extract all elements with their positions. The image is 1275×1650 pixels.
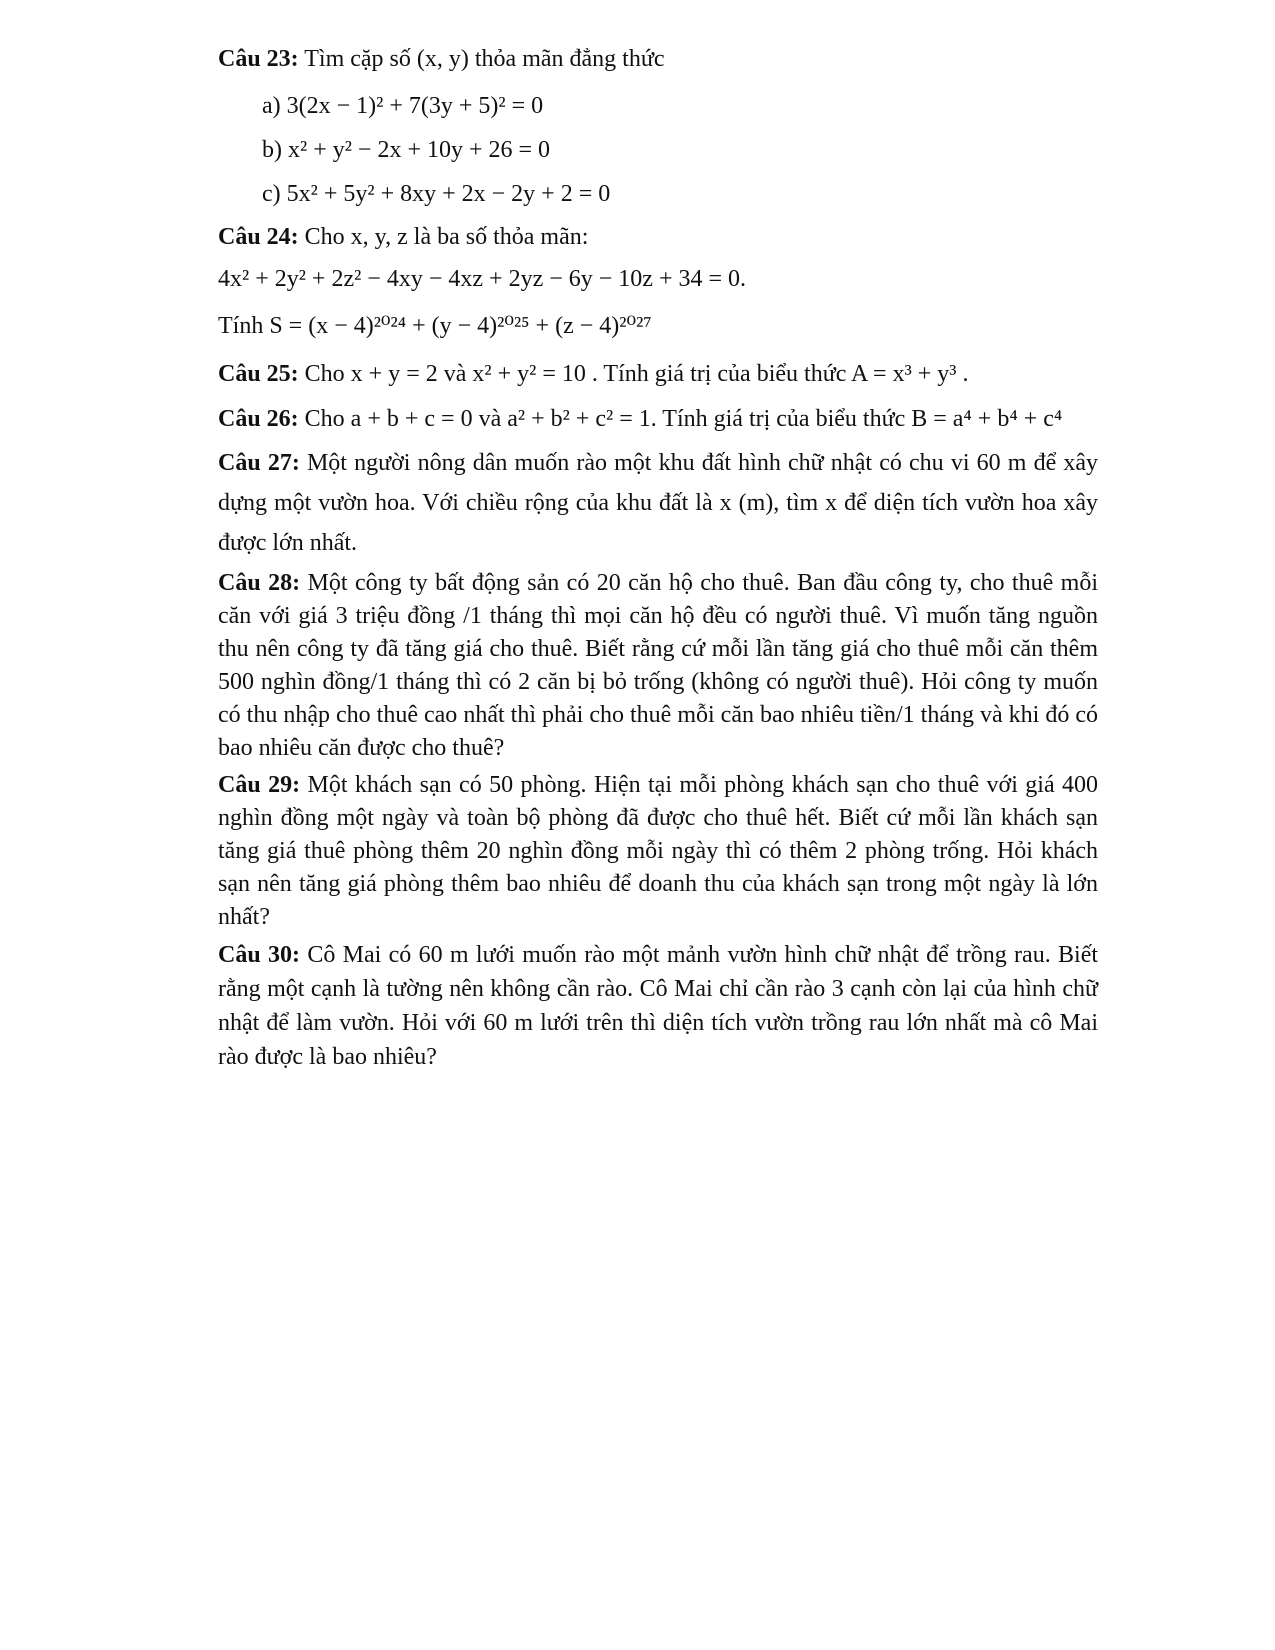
question-28 xyxy=(218,567,1098,765)
question-text: Cô Mai có 60 m lưới muốn rào một mảnh vườn hình chữ nhật để trồng rau. Biết rằng một cạnh là tường nên không cần rào. Cô Mai chỉ cần rào 3 cạnh còn lại của hình chữ nhật để làm vườn. Hỏi với 60 m lưới trên thì diện tích vườn trồng rau lớn nhất mà cô Mai rào được là bao nhiêu? xyxy=(218,942,1099,1070)
question-text: Một người nông dân muốn rào một khu đất hình chữ nhật có chu vi 60 m để xây dựng một vườn hoa. Với chiều rộng của khu đất là x (m), tìm x để diện tích vườn hoa xây được lớn nhất. xyxy=(218,450,1099,556)
question-30 xyxy=(218,938,1098,1074)
question-text: Cho x + y = 2 và x² + y² = 10 . Tính giá trị của biểu thức A = x³ + y³ . xyxy=(304,361,969,387)
question-23-part-c: c) 5x² + 5y² + 8xy + 2x − 2y + 2 = 0 xyxy=(262,181,611,207)
question-label: Câu 25: xyxy=(218,361,299,387)
question-label: Câu 28: xyxy=(218,570,301,596)
question-text: Một công ty bất động sản có 20 căn hộ cho thuê. Ban đầu công ty, cho thuê mỗi căn với giá 3 triệu đồng /1 tháng thì mọi căn hộ đều có người thuê. Vì muốn tăng nguồn thu nên công ty đã tăng giá cho thuê. Biết rằng cứ mỗi lần tăng giá cho thuê mỗi căn thêm 500 nghìn đồng/1 tháng thì có 2 căn bị bỏ trống (không có người thuê). Hỏi công ty muốn có thu nhập cho thuê cao nhất thì phải cho thuê mỗi căn bao nhiêu tiền/1 tháng và khi đó có bao nhiêu căn được cho thuê? xyxy=(218,570,1099,761)
question-label: Câu 30: xyxy=(218,942,300,968)
question-26 xyxy=(218,399,1098,439)
question-label: Câu 27: xyxy=(218,450,300,476)
question-23 xyxy=(218,38,1098,80)
question-25 xyxy=(218,353,1098,395)
question-label: Câu 24: xyxy=(218,224,299,250)
question-24-equation: 4x² + 2y² + 2z² − 4xy − 4xz + 2yz − 6y − 10z + 34 = 0. xyxy=(218,266,747,292)
question-23-part-a: a) 3(2x − 1)² + 7(3y + 5)² = 0 xyxy=(262,93,544,119)
worksheet-page xyxy=(218,38,1098,1078)
question-label: Câu 26: xyxy=(218,406,299,432)
question-label: Câu 29: xyxy=(218,772,301,798)
question-text: Tìm cặp số (x, y) thỏa mãn đẳng thức xyxy=(304,46,665,72)
question-text: Cho x, y, z là ba số thỏa mãn: xyxy=(304,224,589,250)
question-23-part-b: b) x² + y² − 2x + 10y + 26 = 0 xyxy=(262,137,551,163)
question-24 xyxy=(218,216,1098,258)
question-text: Một khách sạn có 50 phòng. Hiện tại mỗi phòng khách sạn cho thuê với giá 400 nghìn đồng một ngày và toàn bộ phòng đã được cho thuê hết. Biết cứ mỗi lần khách sạn tăng giá thuê phòng thêm 20 nghìn đồng mỗi ngày thì có thêm 2 phòng trống. Hỏi khách sạn nên tăng giá phòng thêm bao nhiêu để doanh thu của khách sạn trong một ngày là lớn nhất? xyxy=(218,772,1099,930)
question-29 xyxy=(218,769,1098,934)
question-24-compute: Tính S = (x − 4)²⁰²⁴ + (y − 4)²⁰²⁵ + (z − 4)²⁰²⁷ xyxy=(218,313,652,339)
question-27 xyxy=(218,443,1098,563)
question-label: Câu 23: xyxy=(218,46,299,72)
question-text: Cho a + b + c = 0 và a² + b² + c² = 1. Tính giá trị của biểu thức B = a⁴ + b⁴ + c⁴ xyxy=(304,406,1063,432)
